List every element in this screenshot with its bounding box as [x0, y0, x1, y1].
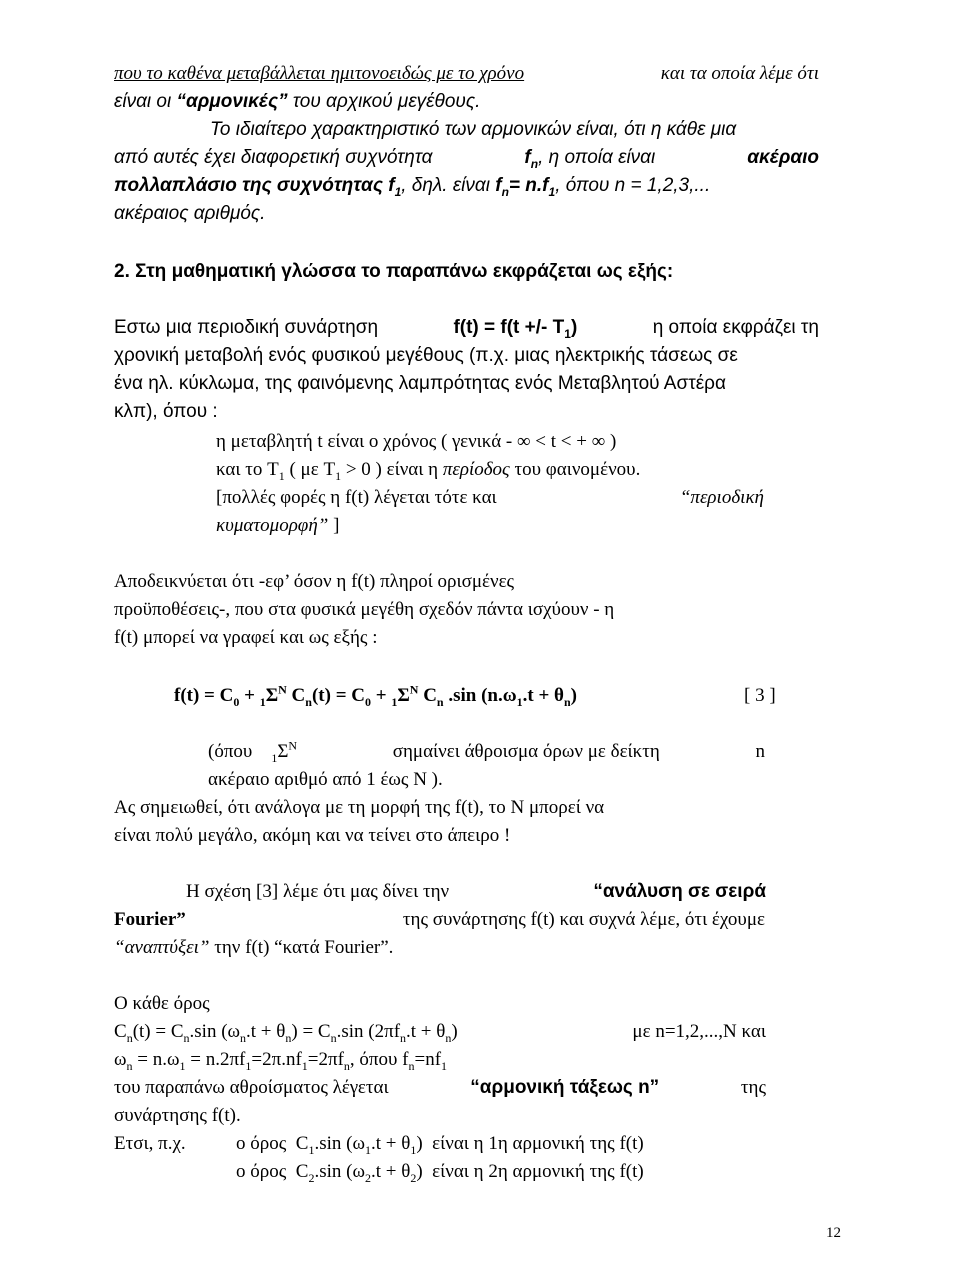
intro-text: είναι οι: [114, 91, 172, 112]
formula-periodic-close: ): [570, 317, 578, 338]
body-text: ( με T: [289, 459, 336, 480]
body-text: (όπου: [208, 741, 253, 762]
intro-text: , δηλ. είναι: [401, 175, 490, 196]
body-text: της συνάρτησης f(t) και συχνά λέμε, ότι έχουμε: [402, 909, 765, 930]
terms-line-2: [114, 1018, 766, 1045]
body-text: και το T: [216, 459, 279, 480]
subscript: 1: [564, 326, 571, 341]
intro-underlined-text: που το καθένα μεταβάλλεται ημιτονοειδώς με το χρόνο: [114, 63, 525, 84]
equation: = n.f: [508, 175, 549, 196]
formula-label: [ 3 ]: [744, 685, 776, 706]
body-text: ένα ηλ. κύκλωμα, της φαινόμενης λαμπρότητας ενός Μεταβλητού Αστέρα: [114, 373, 726, 394]
body-text: την f(t) “κατά Fourier”.: [214, 937, 394, 958]
indent-line-4: [216, 512, 339, 539]
terms-line-3: $\omega_n = n.\omega_1 = n.2\pi f_1=2\pi.nf_1=2\pi f_n$, όπου $f_n=nf_1$: [114, 1049, 448, 1073]
omega-formula: $\omega_n = n.\omega_1 = n.2\pi f_1=2\pi.nf_1=2\pi f_n$: [114, 1049, 350, 1073]
page-number: 12: [826, 1225, 841, 1241]
indent-line-3: [216, 484, 764, 511]
body-text: είναι η 2η αρμονική της f(t): [432, 1161, 644, 1182]
body-text: χρονική μεταβολή ενός φυσικού μεγέθους (π.χ. μιας ηλεκτρικής τάσεως σε: [114, 345, 738, 366]
section-heading: 2. Στη μαθηματική γλώσσα το παραπάνω εκφράζεται ως εξής:: [114, 261, 674, 282]
term-period: περίοδος: [442, 459, 510, 480]
subscript: 1: [548, 184, 556, 199]
body-text: , όπου f: [349, 1049, 409, 1070]
body-text: του φαινομένου.: [514, 459, 641, 480]
terms-line-5: συνάρτησης f(t).: [114, 1105, 241, 1126]
term-periodic: “περιοδική: [679, 487, 764, 508]
section2-line-2: [114, 342, 819, 369]
intro-text: του αρχικού μεγέθους.: [292, 91, 481, 112]
term-integer: ακέραιο: [747, 147, 819, 168]
symbol-f: f: [524, 147, 531, 168]
proof-line-2: προϋποθέσεις-, που στα φυσικά μεγέθη σχεδόν πάντα ισχύουν - η: [114, 599, 615, 620]
intro-line-3: Το ιδιαίτερο χαρακτηριστικό των αρμονικών είναι, ότι η κάθε μια: [210, 119, 737, 140]
term-expanded: “αναπτύξει”: [114, 937, 210, 958]
terms-line-4: [114, 1074, 766, 1101]
proof-line-1: [114, 568, 768, 595]
intro-line-4: [114, 144, 819, 171]
note-line-2: ακέραιο αριθμό από 1 έως N ).: [208, 769, 443, 790]
remark-line-2: είναι πολύ μεγάλο, ακόμη και να τείνει στο άπειρο !: [114, 825, 511, 846]
term-series-analysis: “ανάλυση σε σειρά: [593, 881, 766, 902]
fourier-line-2: [114, 906, 765, 933]
section2-line-1: [114, 314, 819, 341]
intro-line-2: [114, 88, 480, 115]
term-fourier: Fourier”: [114, 909, 186, 930]
proof-line-3: f(t) μπορεί να γραφεί και ως εξής :: [114, 627, 378, 648]
subscript: 1: [335, 468, 342, 483]
intro-text: από αυτές έχει διαφορετική συχνότητα: [114, 147, 433, 168]
subscript: n: [501, 184, 509, 199]
body-text: Η σχέση [3] λέμε ότι μας δίνει την: [186, 881, 450, 902]
body-text: > 0 ) είναι η: [345, 459, 439, 480]
term-harmonic-order: “αρμονική τάξεως n”: [470, 1077, 660, 1098]
body-text: [πολλές φορές η f(t) λέγεται τότε και: [216, 487, 497, 508]
fourier-line-1: [186, 878, 766, 905]
indent-line-2: [216, 456, 640, 483]
term-formula: $C_n(t) = C_n.\sin$ $(\omega_n.t + \theta_n) = C_n.\sin$ $(2\pi f_n.t + \theta_n)$: [114, 1021, 458, 1045]
intro-text: και τα οποία λέμε ότι: [660, 63, 819, 84]
symbol-f: f: [495, 175, 502, 196]
terms-line-6: ο όρος $C_1.\sin$ $(\omega_1.t + \theta_1)$ είναι η 1η αρμονική της f(t): [236, 1133, 644, 1157]
terms-line-7: ο όρος $C_2.\sin$ $(\omega_2.t + \theta_2)$ είναι η 2η αρμονική της f(t): [236, 1161, 644, 1185]
section2-line-4: κλπ), όπου :: [114, 401, 218, 422]
subscript: 1: [278, 468, 285, 483]
symbol-f: f: [388, 175, 395, 196]
body-text: είναι η 1η αρμονική της f(t): [432, 1133, 644, 1154]
terms-line-1: Ο κάθε όρος: [114, 993, 210, 1014]
body-text: του παραπάνω αθροίσματος λέγεται: [114, 1077, 389, 1098]
body-text: ο όρος: [236, 1161, 287, 1182]
intro-text: , η οποία είναι: [538, 147, 656, 168]
body-text: Ας σημειωθεί, ότι ανάλογα με τη μορφή της f(t), το N μπορεί να: [114, 797, 605, 818]
fourier-line-3: [114, 934, 393, 961]
body-text: ]: [333, 515, 340, 536]
body-text: ο όρος: [236, 1133, 287, 1154]
intro-line-1: [114, 60, 819, 87]
term-multiple: πολλαπλάσιο της συχνότητας: [114, 175, 383, 196]
subscript: 1: [394, 184, 402, 199]
section2-line-3: [114, 370, 819, 397]
body-text: Αποδεικνύεται ότι -εφ’ όσον η f(t) πληροί ορισμένες: [114, 571, 515, 592]
formula-periodic: f(t) = f(t +/- T: [453, 317, 565, 338]
body-text: η οποία εκφράζει τη: [652, 317, 819, 338]
intro-line-5: [114, 172, 710, 199]
intro-text: , όπου n = 1,2,3,...: [555, 175, 711, 196]
body-text: με n=1,2,...,N και: [632, 1021, 766, 1042]
body-text: Εστω μια περιοδική συνάρτηση: [114, 317, 379, 338]
indent-line-1: η μεταβλητή t είναι ο χρόνος ( γενικά - ∞ < t < + ∞ ): [216, 431, 617, 452]
terms-line-6-label: Ετσι, π.χ.: [114, 1133, 186, 1154]
fourier-formula: $f(t) = C_0 + _1\Sigma^N$ $C_n(t) = C_0 + _1\Sigma^N$ $C_n$ .sin $(n.\omega_1.t + \theta_n)$: [174, 682, 577, 709]
note-line-1: (όπου $_1\Sigma^N$ σημαίνει άθροισμα όρων με δείκτη n: [208, 738, 765, 765]
remark-line-1: [114, 794, 765, 821]
intro-line-6: ακέραιος αριθμός.: [114, 203, 266, 224]
subscript: n: [530, 156, 539, 171]
term-harmonics: “αρμονικές”: [176, 91, 288, 112]
body-text: της: [740, 1077, 766, 1098]
body-text: σημαίνει άθροισμα όρων με δείκτη: [392, 741, 660, 762]
term-waveform: κυματομορφή”: [216, 515, 329, 536]
body-text: n: [755, 741, 765, 762]
